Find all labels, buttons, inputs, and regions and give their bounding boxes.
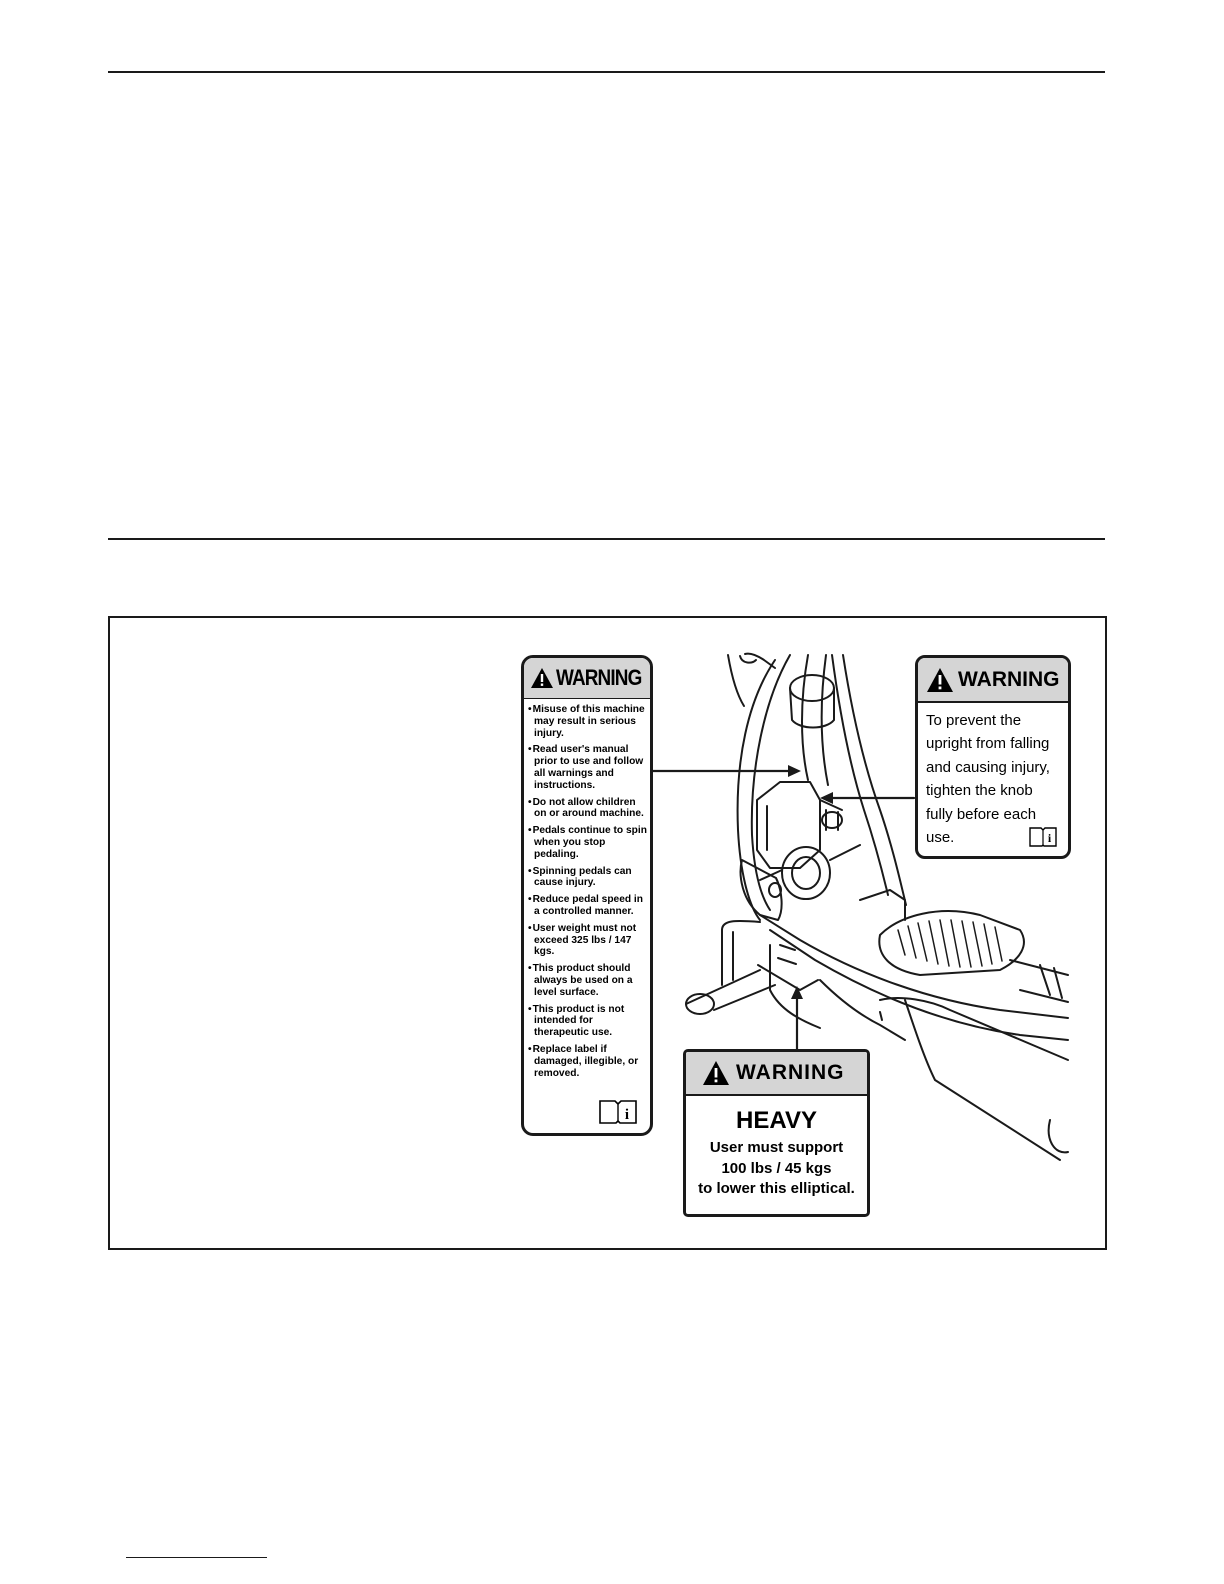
- warning-item: • Spinning pedals can cause injury.: [528, 866, 647, 890]
- label-header: [524, 658, 650, 699]
- label-title: WARNING: [958, 667, 1060, 691]
- manual-info-icon: [1029, 827, 1057, 847]
- label-header: [686, 1052, 867, 1096]
- heavy-line: to lower this elliptical.: [698, 1180, 855, 1197]
- misuse-warning-label: [521, 655, 653, 1136]
- label-title: WARNING: [556, 665, 642, 690]
- warning-triangle-icon: [530, 667, 554, 689]
- heavy-line: User must support: [709, 1139, 844, 1156]
- warning-item: • Pedals continue to spin when you stop pedaling.: [528, 825, 647, 860]
- warning-item: • Do not allow children on or around machine.: [528, 797, 647, 821]
- warning-list: [524, 699, 650, 1079]
- warning-triangle-icon: [926, 667, 954, 693]
- heavy-line: 100 lbs / 45 kgs: [721, 1159, 832, 1177]
- warning-item: • Misuse of this machine may result in serious injury.: [528, 704, 647, 739]
- warning-item: • This product is not intended for therapeutic use.: [528, 1004, 647, 1039]
- heavy-warning-label: [683, 1049, 870, 1217]
- label-title: WARNING: [736, 1061, 845, 1084]
- footnote-rule: [126, 1557, 267, 1558]
- svg-text:i: i: [1047, 831, 1052, 845]
- warning-triangle-icon: [702, 1060, 730, 1086]
- label-header: [918, 658, 1068, 703]
- warning-item: • Read user's manual prior to use and follow all warnings and instructions.: [528, 744, 647, 791]
- svg-text:i: i: [624, 1107, 630, 1123]
- label-body-text: To prevent the upright from falling and causing injury, tighten the knob fully before each use.: [926, 712, 1050, 847]
- manual-info-icon: [598, 1099, 638, 1125]
- warning-item: • This product should always be used on a level surface.: [528, 963, 647, 998]
- heavy-heading: HEAVY: [736, 1107, 817, 1134]
- warning-item: • User weight must not exceed 325 lbs / 147 kgs.: [528, 923, 647, 958]
- warning-item: • Replace label if damaged, illegible, or removed.: [528, 1044, 647, 1079]
- warning-item: • Reduce pedal speed in a controlled manner.: [528, 894, 647, 918]
- heavy-instructions: [686, 1138, 867, 1200]
- knob-warning-label: [915, 655, 1071, 859]
